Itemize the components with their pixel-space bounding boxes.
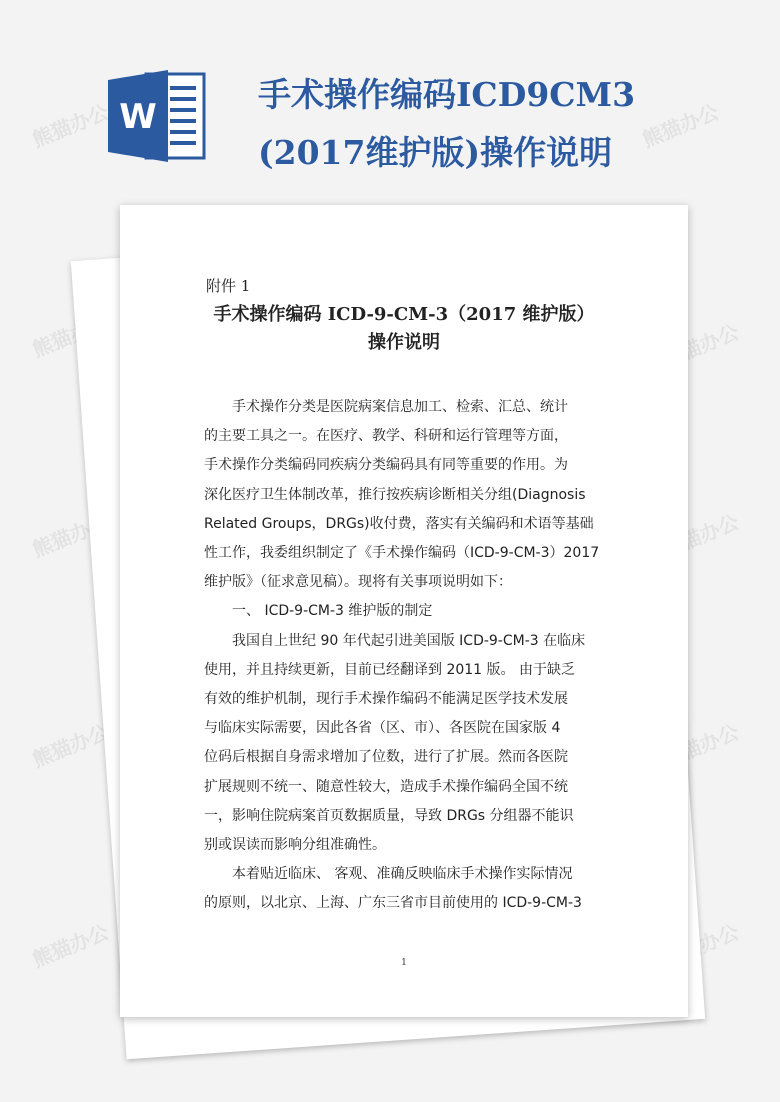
watermark: 熊猫办公 (28, 919, 113, 973)
page-number: 1 (401, 958, 407, 968)
watermark: 熊猫办公 (658, 509, 743, 563)
body-line: 性工作，我委组织制定了《手术操作编码（ICD-9-CM-3）2017 (204, 545, 600, 562)
watermark: 熊猫办公 (28, 99, 113, 153)
body-line: 深化医疗卫生体制改革，推行按疾病诊断相关分组(Diagnosis (204, 486, 586, 503)
logo-letter: W (119, 97, 157, 137)
document-page (120, 205, 688, 1017)
body-line: 位码后根据自身需求增加了位数，进行了扩展。然而各医院 (204, 749, 568, 766)
body-line: 的原则，以北京、上海、广东三省市目前使用的 ICD-9-CM-3 (204, 895, 582, 912)
body-line: 扩展规则不统一、随意性较大，造成手术操作编码全国不统 (204, 778, 568, 795)
body-line: 手术操作分类是医院病案信息加工、检索、汇总、统计 (232, 399, 568, 415)
watermark: 熊猫办公 (658, 319, 743, 373)
watermark: 熊猫办公 (28, 719, 113, 773)
body-line: 我国自上世纪 90 年代起引进美国版 ICD-9-CM-3 在临床 (232, 632, 586, 649)
watermark: 熊猫办公 (28, 509, 113, 563)
page-title-line: (2017维护版)操作说明 (258, 133, 613, 172)
body-line: 使用，并且持续更新，目前已经翻译到 2011 版。 由于缺乏 (204, 661, 575, 678)
body-line: 手术操作分类编码同疾病分类编码具有同等重要的作用。为 (204, 457, 568, 474)
body-line: 的主要工具之一。在医疗、教学、科研和运行管理等方面， (204, 428, 568, 445)
page-title (258, 66, 758, 182)
body-line: Related Groups，DRGs)收付费，落实有关编码和术语等基础 (204, 515, 594, 532)
watermark: 熊猫办公 (28, 309, 113, 363)
watermark: 熊猫办公 (658, 919, 743, 973)
watermark: 熊猫办公 (638, 99, 723, 153)
body-line: 本着贴近临床、 客观、准确反映临床手术操作实际情况 (232, 866, 573, 883)
word-document-icon (108, 70, 208, 162)
body-line: 与临床实际需要，因此各省（区、市）、各医院在国家版 4 (204, 720, 561, 737)
body-line: 维护版》（征求意见稿）。现将有关事项说明如下： (204, 574, 512, 591)
document-title-line: 操作说明 (368, 332, 440, 353)
document-body (204, 393, 622, 919)
document-title (160, 301, 648, 357)
section-heading: 一、 ICD-9-CM-3 维护版的制定 (232, 603, 433, 620)
attachment-label: 附件 1 (206, 277, 251, 295)
body-line: 有效的维护机制，现行手术操作编码不能满足医学技术发展 (204, 691, 568, 708)
body-line: 一，影响住院病案首页数据质量，导致 DRGs 分组器不能识 (204, 807, 574, 824)
document-title-line: 手术操作编码 ICD-9-CM-3（2017 维护版） (213, 304, 595, 325)
page-title-line: 手术操作编码ICD9CM3 (258, 75, 636, 114)
watermark: 熊猫办公 (658, 719, 743, 773)
body-line: 别或误读而影响分组准确性。 (204, 837, 386, 854)
